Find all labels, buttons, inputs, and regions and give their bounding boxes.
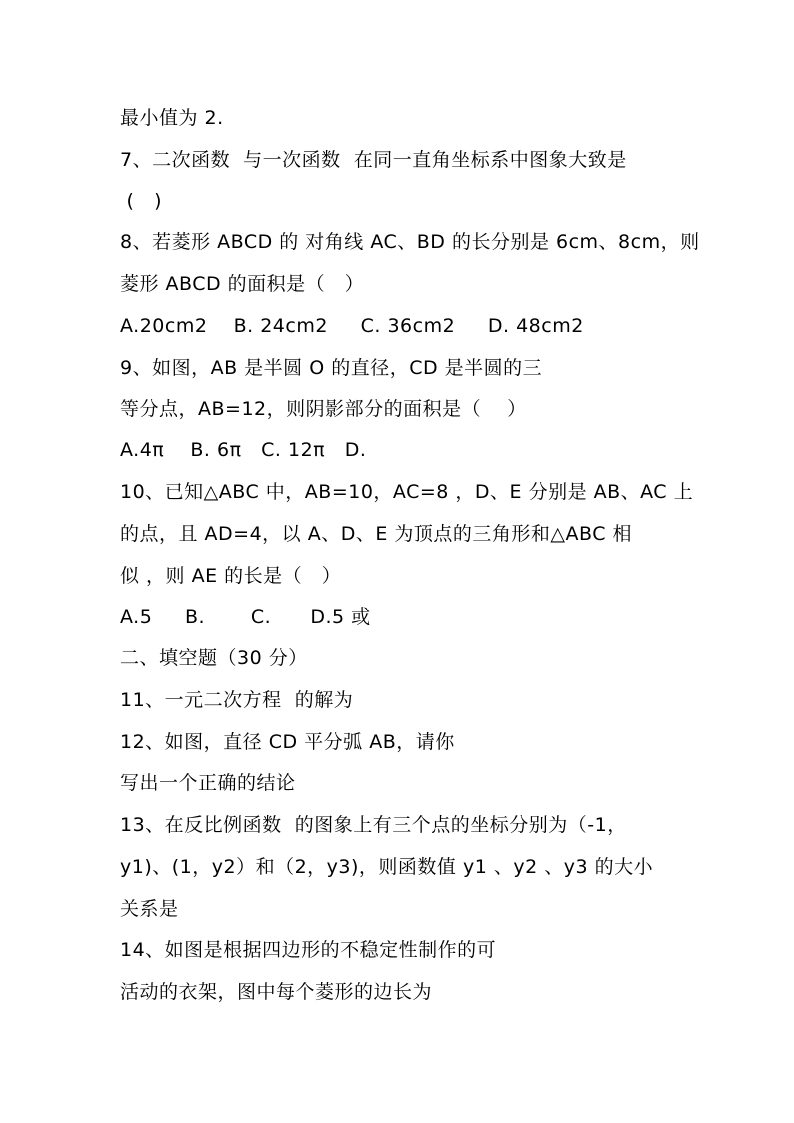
question-8: 8、若菱形 ABCD 的 对角线 AC、BD 的长分别是 6cm、8cm，则 <box>120 231 700 253</box>
question-8-cont: 菱形 ABCD 的面积是（ ） <box>120 273 365 295</box>
question-12: 12、如图，直径 CD 平分弧 AB，请你 <box>120 731 455 753</box>
text-line: 最小值为 2. <box>120 107 224 129</box>
question-11: 11、一元二次方程 的解为 <box>120 689 354 711</box>
question-12-cont: 写出一个正确的结论 <box>120 772 296 794</box>
question-10: 10、已知△ABC 中，AB=10，AC=8 ，D、E 分别是 AB、AC 上 <box>120 481 694 503</box>
question-9-options: A.4π B. 6π C. 12π D. <box>120 439 367 461</box>
question-10-options: A.5 B. C. D.5 或 <box>120 606 371 628</box>
question-9: 9、如图，AB 是半圆 O 的直径，CD 是半圆的三 <box>120 357 543 379</box>
question-7: 7、二次函数 与一次函数 在同一直角坐标系中图象大致是 <box>120 149 627 171</box>
question-8-options: A.20cm2 B. 24cm2 C. 36cm2 D. 48cm2 <box>120 315 584 337</box>
question-9-cont: 等分点，AB=12，则阴影部分的面积是（ ） <box>120 398 527 420</box>
question-10-cont2: 似 ，则 AE 的长是（ ） <box>120 565 342 587</box>
section-heading: 二、填空题（30 分） <box>120 647 308 669</box>
question-13: 13、在反比例函数 的图象上有三个点的坐标分别为（-1， <box>120 814 627 836</box>
question-13-cont2: 关系是 <box>120 898 179 920</box>
question-14: 14、如图是根据四边形的不稳定性制作的可 <box>120 939 497 961</box>
question-7-blank: ( ) <box>120 190 162 212</box>
question-14-cont: 活动的衣架，图中每个菱形的边长为 <box>120 981 433 1003</box>
question-13-cont: y1)、(1，y2）和（2，y3)，则函数值 y1 、y2 、y3 的大小 <box>120 856 654 878</box>
question-10-cont: 的点，且 AD=4，以 A、D、E 为顶点的三角形和△ABC 相 <box>120 523 633 545</box>
